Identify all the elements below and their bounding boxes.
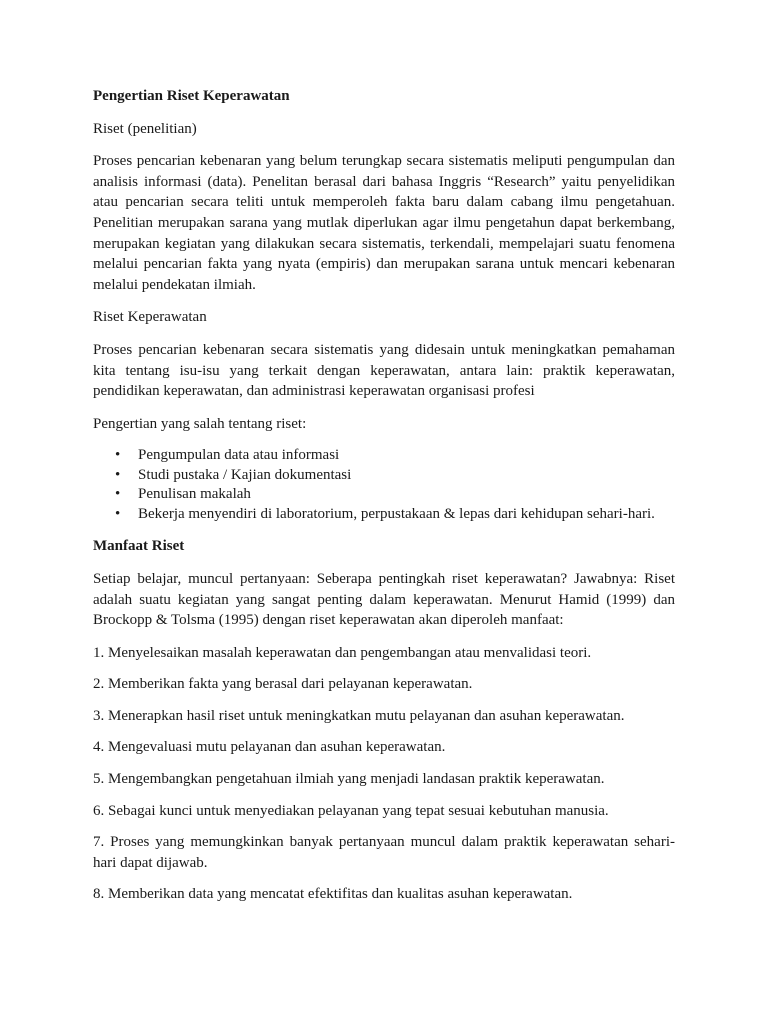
list-item-text: Studi pustaka / Kajian dokumentasi (138, 466, 352, 483)
document-title: Pengertian Riset Keperawatan (93, 88, 290, 104)
numbered-item: 2. Memberikan fakta yang berasal dari pelayanan keperawatan. (93, 676, 473, 693)
numbered-item: 8. Memberikan data yang mencatat efektifitas dan kualitas asuhan keperawatan. (93, 886, 573, 903)
list-item-text: Pengumpulan data atau informasi (138, 447, 340, 464)
bullet-icon: • (115, 486, 121, 503)
document-page (93, 86, 675, 916)
bullet-icon: • (115, 447, 121, 464)
wrong-definition-intro: Pengertian yang salah tentang riset: (93, 415, 307, 432)
subheading-riset: Riset (penelitian) (93, 120, 197, 137)
subheading-riset-keperawatan: Riset Keperawatan (93, 309, 207, 326)
numbered-item: 1. Menyelesaikan masalah keperawatan dan pengembangan atau menvalidasi teori. (93, 644, 592, 661)
manfaat-list (93, 643, 675, 905)
numbered-item: 7. Proses yang memungkinkan banyak pertanyaan muncul dalam praktik keperawatan sehari-hari dapat dijawab. (93, 834, 675, 871)
numbered-item: 5. Mengembangkan pengetahuan ilmiah yang menjadi landasan praktik keperawatan. (93, 771, 605, 788)
list-item (93, 466, 675, 486)
list-item-text: Penulisan makalah (138, 486, 251, 503)
list-item-text: Bekerja menyendiri di laboratorium, perpustakaan & lepas dari kehidupan sehari-hari. (138, 505, 655, 522)
wrong-definition-list (93, 446, 675, 524)
list-item (93, 505, 675, 525)
numbered-item: 6. Sebagai kunci untuk menyediakan pelayanan yang tepat sesuai kebutuhan manusia. (93, 802, 609, 819)
numbered-item: 4. Mengevaluasi mutu pelayanan dan asuhan keperawatan. (93, 739, 446, 756)
paragraph-riset-keperawatan: Proses pencarian kebenaran secara sistematis yang didesain untuk meningkatkan pemahaman kita tentang isu-isu yang terkait dengan keperawatan, antara lain: praktik keperawatan, pendidikan keperawatan, dan administrasi keperawatan organisasi profesi (93, 341, 675, 400)
list-item (93, 485, 675, 505)
list-item (93, 446, 675, 466)
manfaat-heading: Manfaat Riset (93, 538, 185, 555)
bullet-icon: • (115, 505, 121, 522)
paragraph-riset: Proses pencarian kebenaran yang belum terungkap secara sistematis meliputi pengumpulan dan analisis informasi (data). Penelitan berasal dari bahasa Inggris “Research” yaitu penyelidikan atau pencarian secara teliti untuk memperoleh fakta baru dalam cabang ilmu pengetahuan. Penelitian merupakan sarana yang mutlak diperlukan agar ilmu pengetahun dapat berkembang, merupakan kegiatan yang dilakukan secara sistematis, terkendali, mempelajari suatu fenomena melalui pencarian fakta yang nyata (empiris) dan merupakan sarana untuk mencari kebenaran melalui pendekatan ilmiah. (93, 153, 675, 293)
bullet-icon: • (115, 466, 121, 483)
numbered-item: 3. Menerapkan hasil riset untuk meningkatkan mutu pelayanan dan asuhan keperawatan. (93, 707, 625, 724)
manfaat-intro: Setiap belajar, muncul pertanyaan: Seberapa pentingkah riset keperawatan? Jawabnya: Riset adalah suatu kegiatan yang sangat penting dalam keperawatan. Menurut Hamid (1999) dan Brockopp & Tolsma (1995) dengan riset keperawatan akan diperoleh manfaat: (93, 570, 675, 629)
